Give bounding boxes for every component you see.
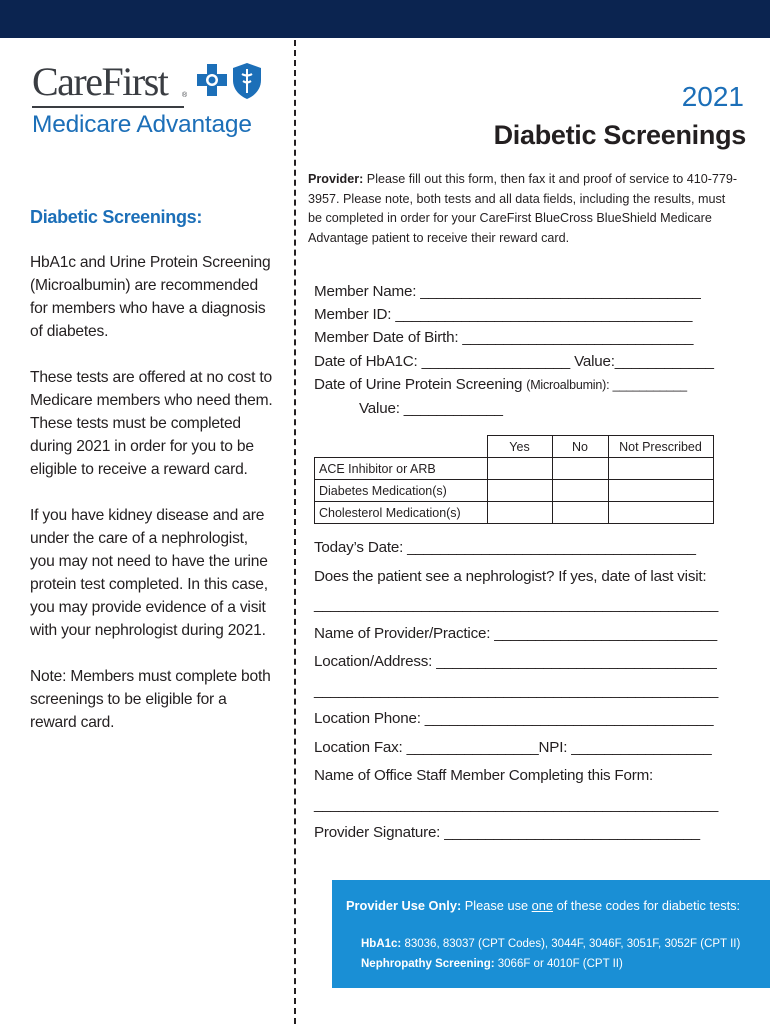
location-fax-npi-field[interactable]: Location Fax: ________________NPI: _________________ bbox=[314, 738, 712, 756]
diagnostic-codes bbox=[361, 934, 740, 974]
no-checkbox-cell[interactable] bbox=[552, 458, 608, 480]
blue-cross-icon bbox=[196, 62, 228, 100]
row-label: Cholesterol Medication(s) bbox=[315, 502, 488, 524]
not-prescribed-checkbox-cell[interactable] bbox=[608, 480, 713, 502]
urine-date-field[interactable] bbox=[314, 373, 754, 397]
no-checkbox-cell[interactable] bbox=[552, 480, 608, 502]
urine-date-blank[interactable]: ___________ bbox=[609, 377, 687, 392]
hba1c-codes: 83036, 83037 (CPT Codes), 3044F, 3046F, 3051F, 3052F (CPT II) bbox=[401, 938, 741, 950]
urine-date-sublabel: (Microalbumin): bbox=[526, 377, 610, 392]
yes-checkbox-cell[interactable] bbox=[487, 458, 552, 480]
not-prescribed-checkbox-cell[interactable] bbox=[608, 458, 713, 480]
staff-member-label: Name of Office Staff Member Completing this Form: bbox=[314, 767, 654, 784]
table-header-row bbox=[315, 436, 714, 458]
info-paragraph: These tests are offered at no cost to Medicare members who need them. These tests must be completed during 2021 in order for you to be eligible to receive a reward card. bbox=[30, 369, 273, 478]
blue-shield-icon bbox=[232, 62, 262, 100]
provider-label: Provider: bbox=[308, 172, 364, 186]
hba1c-codes-label: HbA1c: bbox=[361, 938, 402, 950]
nephrologist-date-field[interactable]: _________________________________________________ bbox=[314, 596, 719, 613]
provider-use-label: Provider Use Only: bbox=[346, 898, 462, 913]
row-label: Diabetes Medication(s) bbox=[315, 480, 488, 502]
nephrologist-question: Does the patient see a nephrologist? If yes, date of last visit: bbox=[314, 567, 707, 585]
left-heading: Diabetic Screenings: bbox=[30, 207, 203, 227]
no-checkbox-cell[interactable] bbox=[552, 502, 608, 524]
provider-name-field[interactable]: Name of Provider/Practice: ___________________________ bbox=[314, 624, 717, 642]
provider-fields bbox=[314, 534, 754, 848]
info-paragraph: HbA1c and Urine Protein Screening (Microalbumin) are recommended for members who have a diagnosis of diabetes. bbox=[30, 254, 271, 340]
column-header-no: No bbox=[552, 436, 608, 458]
top-navy-bar bbox=[0, 0, 770, 38]
provider-use-instructions bbox=[346, 898, 740, 913]
table-row bbox=[315, 458, 714, 480]
hba1c-date-field[interactable]: Date of HbA1C: __________________ bbox=[314, 352, 571, 370]
location-address-field[interactable]: Location/Address: __________________________________ bbox=[314, 653, 717, 670]
yes-checkbox-cell[interactable] bbox=[487, 502, 552, 524]
logo-subtitle: Medicare Advantage bbox=[32, 111, 252, 138]
row-label: ACE Inhibitor or ARB bbox=[315, 458, 488, 480]
table-row bbox=[315, 480, 714, 502]
provider-signature-field[interactable]: Provider Signature: _______________________________ bbox=[314, 824, 700, 841]
logo-registered-mark: ® bbox=[182, 92, 188, 99]
member-id-field[interactable]: Member ID: ____________________________________ bbox=[314, 306, 693, 324]
location-address-line2-field[interactable]: _________________________________________________ bbox=[314, 681, 719, 699]
carefirst-logo bbox=[32, 58, 272, 148]
provider-use-text-end: of these codes for diabetic tests: bbox=[553, 898, 741, 913]
info-paragraph: Note: Members must complete both screenings to be eligible for a reward card. bbox=[30, 668, 271, 731]
form-year: 2021 bbox=[681, 81, 744, 112]
logo-brand-text: CareFirst bbox=[32, 59, 168, 104]
info-paragraph: If you have kidney disease and are under the care of a nephrologist, you may not need to have the urine protein test completed. In this case, you may provide evidence of a visit with your nephrologist during 2021. bbox=[30, 507, 268, 639]
todays-date-field[interactable]: Today’s Date: ___________________________________ bbox=[314, 539, 696, 556]
provider-use-box bbox=[332, 880, 770, 988]
table-corner-cell bbox=[315, 436, 488, 458]
provider-instructions-text: Please fill out this form, then fax it and proof of service to 410-779-3957. Please note, both tests and all data fields, including the results, must be completed in order for your CareFirst BlueCross BlueShield Medicare Advantage patient to receive their reward card. bbox=[308, 172, 738, 245]
form-title: Diabetic Screenings bbox=[493, 120, 746, 150]
left-info-column bbox=[30, 205, 275, 757]
yes-checkbox-cell[interactable] bbox=[487, 480, 552, 502]
not-prescribed-checkbox-cell[interactable] bbox=[608, 502, 713, 524]
member-dob-field[interactable]: Member Date of Birth: ____________________________ bbox=[314, 329, 694, 347]
provider-use-text: Please use bbox=[461, 898, 532, 913]
nephropathy-codes-line bbox=[361, 954, 740, 974]
table-row bbox=[315, 502, 714, 524]
nephropathy-codes: 3066F or 4010F (CPT II) bbox=[494, 958, 623, 970]
location-phone-field[interactable]: Location Phone: ___________________________________ bbox=[314, 710, 714, 727]
hba1c-codes-line bbox=[361, 934, 740, 954]
provider-use-emphasis: one bbox=[531, 898, 554, 913]
column-header-yes: Yes bbox=[487, 436, 552, 458]
member-name-field[interactable]: Member Name: __________________________________ bbox=[314, 283, 701, 300]
medication-table bbox=[314, 435, 714, 524]
logo-underline bbox=[32, 106, 184, 108]
hba1c-value-field[interactable]: Value:____________ bbox=[574, 352, 714, 370]
urine-value-field[interactable]: Value: ____________ bbox=[359, 400, 503, 418]
column-header-not-prescribed: Not Prescribed bbox=[608, 436, 713, 458]
dashed-divider bbox=[294, 40, 296, 1024]
staff-member-field[interactable]: _________________________________________________ bbox=[314, 795, 719, 813]
urine-date-label: Date of Urine Protein Screening bbox=[314, 375, 527, 393]
nephropathy-codes-label: Nephropathy Screening: bbox=[361, 958, 495, 970]
member-fields bbox=[314, 280, 754, 420]
hba1c-row bbox=[314, 350, 754, 373]
provider-instructions bbox=[308, 170, 738, 248]
